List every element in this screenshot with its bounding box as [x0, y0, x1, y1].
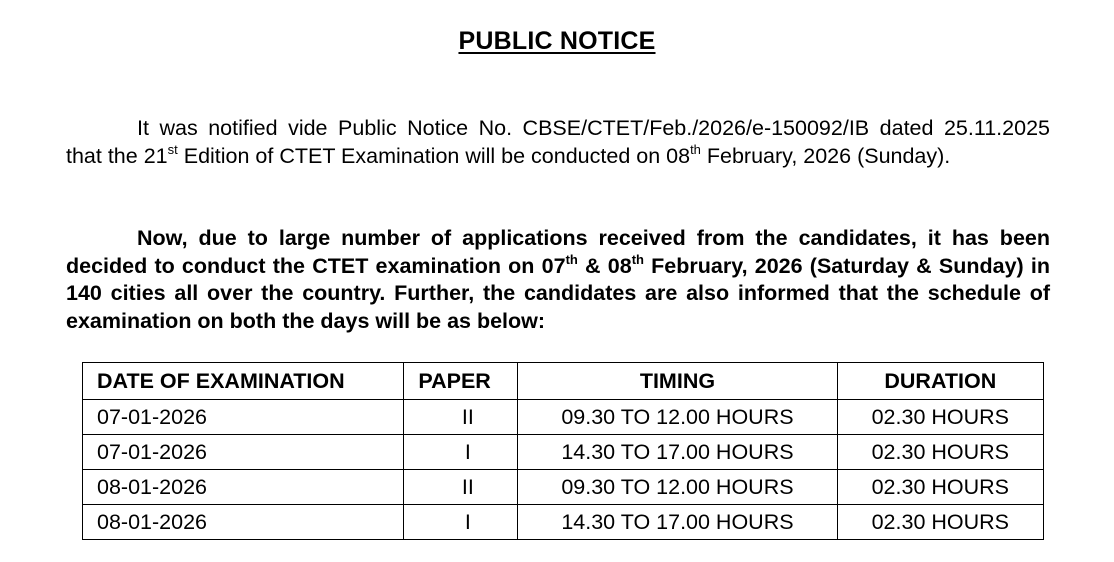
- notice-paragraph-1: [66, 114, 1050, 170]
- paragraph-2-text-c: February, 2026 (Saturday & Sunday) in 140 cities all over the country. Further, the candidates are also informed that the schedule of examination on both the days will be as below:: [66, 253, 1050, 333]
- cell-timing: 09.30 TO 12.00 HOURS: [518, 470, 837, 505]
- paragraph-1-text-b: Edition of CTET Examination will be conducted on 08: [177, 144, 691, 168]
- cell-date: 07-01-2026: [83, 400, 404, 435]
- cell-duration: 02.30 HOURS: [837, 505, 1043, 540]
- table-header-row: [83, 363, 1044, 400]
- header-timing: TIMING: [518, 363, 837, 400]
- cell-paper: II: [404, 470, 518, 505]
- paragraph-1-text-a: It was notified vide Public Notice No. CBSE/CTET/Feb./2026/e-150092/IB dated 25.11.2025 that the 21: [66, 116, 1050, 168]
- cell-timing: 14.30 TO 17.00 HOURS: [518, 505, 837, 540]
- cell-timing: 09.30 TO 12.00 HOURS: [518, 400, 837, 435]
- notice-paragraph-2: [66, 225, 1050, 335]
- cell-paper: I: [404, 505, 518, 540]
- cell-duration: 02.30 HOURS: [837, 470, 1043, 505]
- header-date: DATE OF EXAMINATION: [83, 363, 404, 400]
- cell-date: 07-01-2026: [83, 435, 404, 470]
- cell-date: 08-01-2026: [83, 470, 404, 505]
- paragraph-2-sup-a: th: [565, 251, 578, 267]
- paragraph-2-sup-b: th: [631, 251, 644, 267]
- table-row: [83, 435, 1044, 470]
- paragraph-2-text-a: Now, due to large number of applications received from the candidates, it has been decided to conduct the CTET examination on 07: [66, 226, 1050, 278]
- table-row: [83, 470, 1044, 505]
- cell-duration: 02.30 HOURS: [837, 435, 1043, 470]
- cell-duration: 02.30 HOURS: [837, 400, 1043, 435]
- paragraph-1-text-c: February, 2026 (Sunday).: [700, 144, 951, 168]
- notice-title: PUBLIC NOTICE: [458, 27, 656, 55]
- header-duration: DURATION: [837, 363, 1043, 400]
- exam-schedule-table: [82, 362, 1044, 540]
- paragraph-1-sup-b: th: [690, 142, 701, 157]
- cell-date: 08-01-2026: [83, 505, 404, 540]
- paragraph-2-text-b: & 08: [577, 253, 632, 278]
- header-paper: PAPER: [404, 363, 518, 400]
- table-row: [83, 505, 1044, 540]
- cell-paper: I: [404, 435, 518, 470]
- paragraph-1-sup-a: st: [167, 142, 178, 157]
- cell-paper: II: [404, 400, 518, 435]
- cell-timing: 14.30 TO 17.00 HOURS: [518, 435, 837, 470]
- table-row: [83, 400, 1044, 435]
